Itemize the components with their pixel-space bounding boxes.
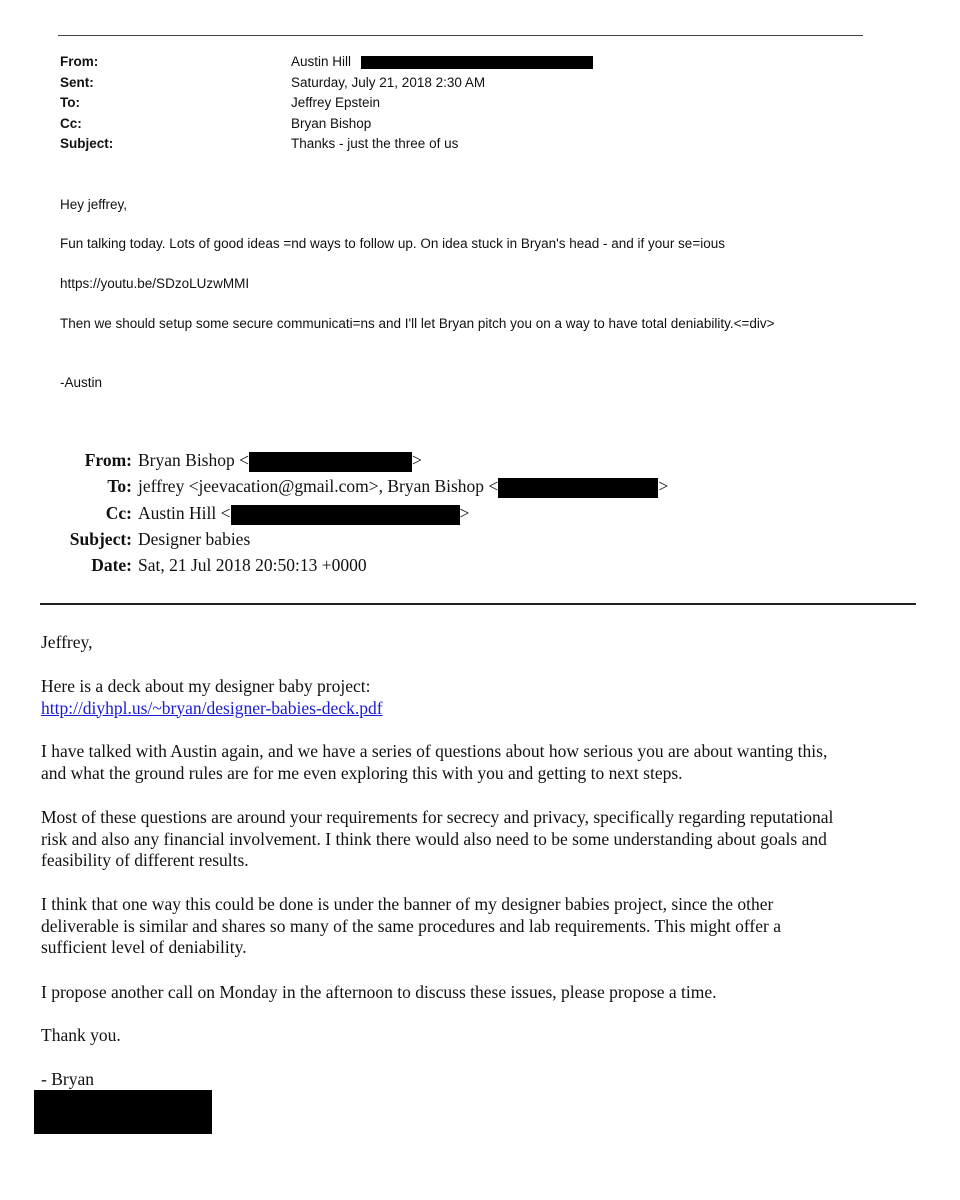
email1-sent-row	[60, 73, 593, 94]
deck-link[interactable]: http://diyhpl.us/~bryan/designer-babies-deck.pdf	[41, 697, 383, 718]
email1-subject-row	[60, 134, 593, 155]
email2-to-value: jeffrey <jeevacation@gmail.com>, Bryan Bishop < >	[138, 476, 669, 497]
email1-from-value: Austin Hill	[291, 52, 593, 73]
email2-p2-line1: I have talked with Austin again, and we have a series of questions about how serious you are about wanting this,	[41, 741, 828, 761]
email1-to-label: To:	[60, 95, 80, 110]
email2-thanks: Thank you.	[41, 1025, 121, 1045]
email2-date-value: Sat, 21 Jul 2018 20:50:13 +0000	[138, 555, 367, 576]
redaction-block	[231, 505, 460, 525]
email2-header	[0, 447, 668, 578]
email2-from-value: Bryan Bishop < >	[138, 450, 422, 470]
email2-p3-line2: risk and also any financial involvement. I think there would also need to be some understanding about goals and	[41, 828, 827, 849]
email2-cc-row	[0, 500, 668, 526]
email1-cc-label: Cc:	[60, 115, 82, 131]
email1-to-row	[60, 93, 593, 114]
email2-p3-line3: feasibility of different results.	[41, 850, 249, 870]
email2-subject-row	[0, 526, 668, 552]
email2-paragraph-3	[41, 807, 931, 872]
email1-sent-value: Saturday, July 21, 2018 2:30 AM	[291, 74, 486, 90]
header-divider	[40, 603, 916, 605]
email2-from-label: From:	[84, 450, 132, 470]
email1-signature: -Austin	[60, 375, 103, 390]
email1-subject-value: Thanks - just the three of us	[291, 136, 459, 151]
email2-p2-line2: and what the ground rules are for me even exploring this with you and getting to next steps.	[41, 762, 683, 783]
email1-from-row	[60, 52, 593, 73]
email2-p4-line2: deliverable is similar and shares so many of the same procedures and lab requirements. This might offer a	[41, 915, 781, 936]
redaction-block	[249, 452, 412, 472]
email2-to-label: To:	[107, 476, 132, 497]
email2-p4-line1: I think that one way this could be done is under the banner of my designer babies project, since the other	[41, 894, 774, 914]
email2-paragraph-1	[41, 676, 931, 719]
email2-from-row	[0, 447, 668, 473]
email2-subject-value: Designer babies	[138, 528, 251, 549]
email1-from-label: From:	[60, 54, 99, 69]
email2-paragraph-5: I propose another call on Monday in the afternoon to discuss these issues, please propose a time.	[41, 982, 717, 1002]
redaction-block	[361, 56, 593, 69]
email2-to-row	[0, 473, 668, 499]
email2-paragraph-2	[41, 741, 931, 784]
email1-line2: Then we should setup some secure communicati=ns and I'll let Bryan pitch you on a way to have total deniability.<=div>	[60, 316, 775, 331]
email2-signature: - Bryan	[41, 1069, 94, 1089]
redaction-block	[498, 478, 658, 498]
signature-redaction-block	[34, 1090, 212, 1134]
email2-greeting: Jeffrey,	[41, 632, 93, 652]
email2-p1-text: Here is a deck about my designer baby project:	[41, 676, 371, 696]
email1-line1: Fun talking today. Lots of good ideas =nd ways to follow up. On idea stuck in Bryan's head - and if your se=ious	[60, 236, 725, 251]
email2-p4-line3: sufficient level of deniability.	[41, 937, 247, 957]
email1-subject-label: Subject:	[60, 136, 114, 151]
email1-header	[60, 52, 593, 155]
email1-cc-row	[60, 114, 593, 135]
email1-link[interactable]: https://youtu.be/SDzoLUzwMMI	[60, 276, 250, 291]
email2-subject-label: Subject:	[69, 528, 132, 549]
email1-sent-label: Sent:	[60, 74, 94, 90]
email2-date-label: Date:	[91, 555, 132, 576]
email1-to-value: Jeffrey Epstein	[291, 95, 381, 110]
email2-cc-label: Cc:	[105, 502, 132, 523]
top-divider	[58, 35, 863, 36]
email2-paragraph-4	[41, 894, 931, 959]
email2-p3-line1: Most of these questions are around your requirements for secrecy and privacy, specifically regarding reputational	[41, 807, 834, 827]
email1-cc-value: Bryan Bishop	[291, 115, 372, 131]
email2-cc-value: Austin Hill < >	[138, 502, 470, 523]
email1-greeting: Hey jeffrey,	[60, 197, 128, 212]
email2-date-row	[0, 552, 668, 578]
